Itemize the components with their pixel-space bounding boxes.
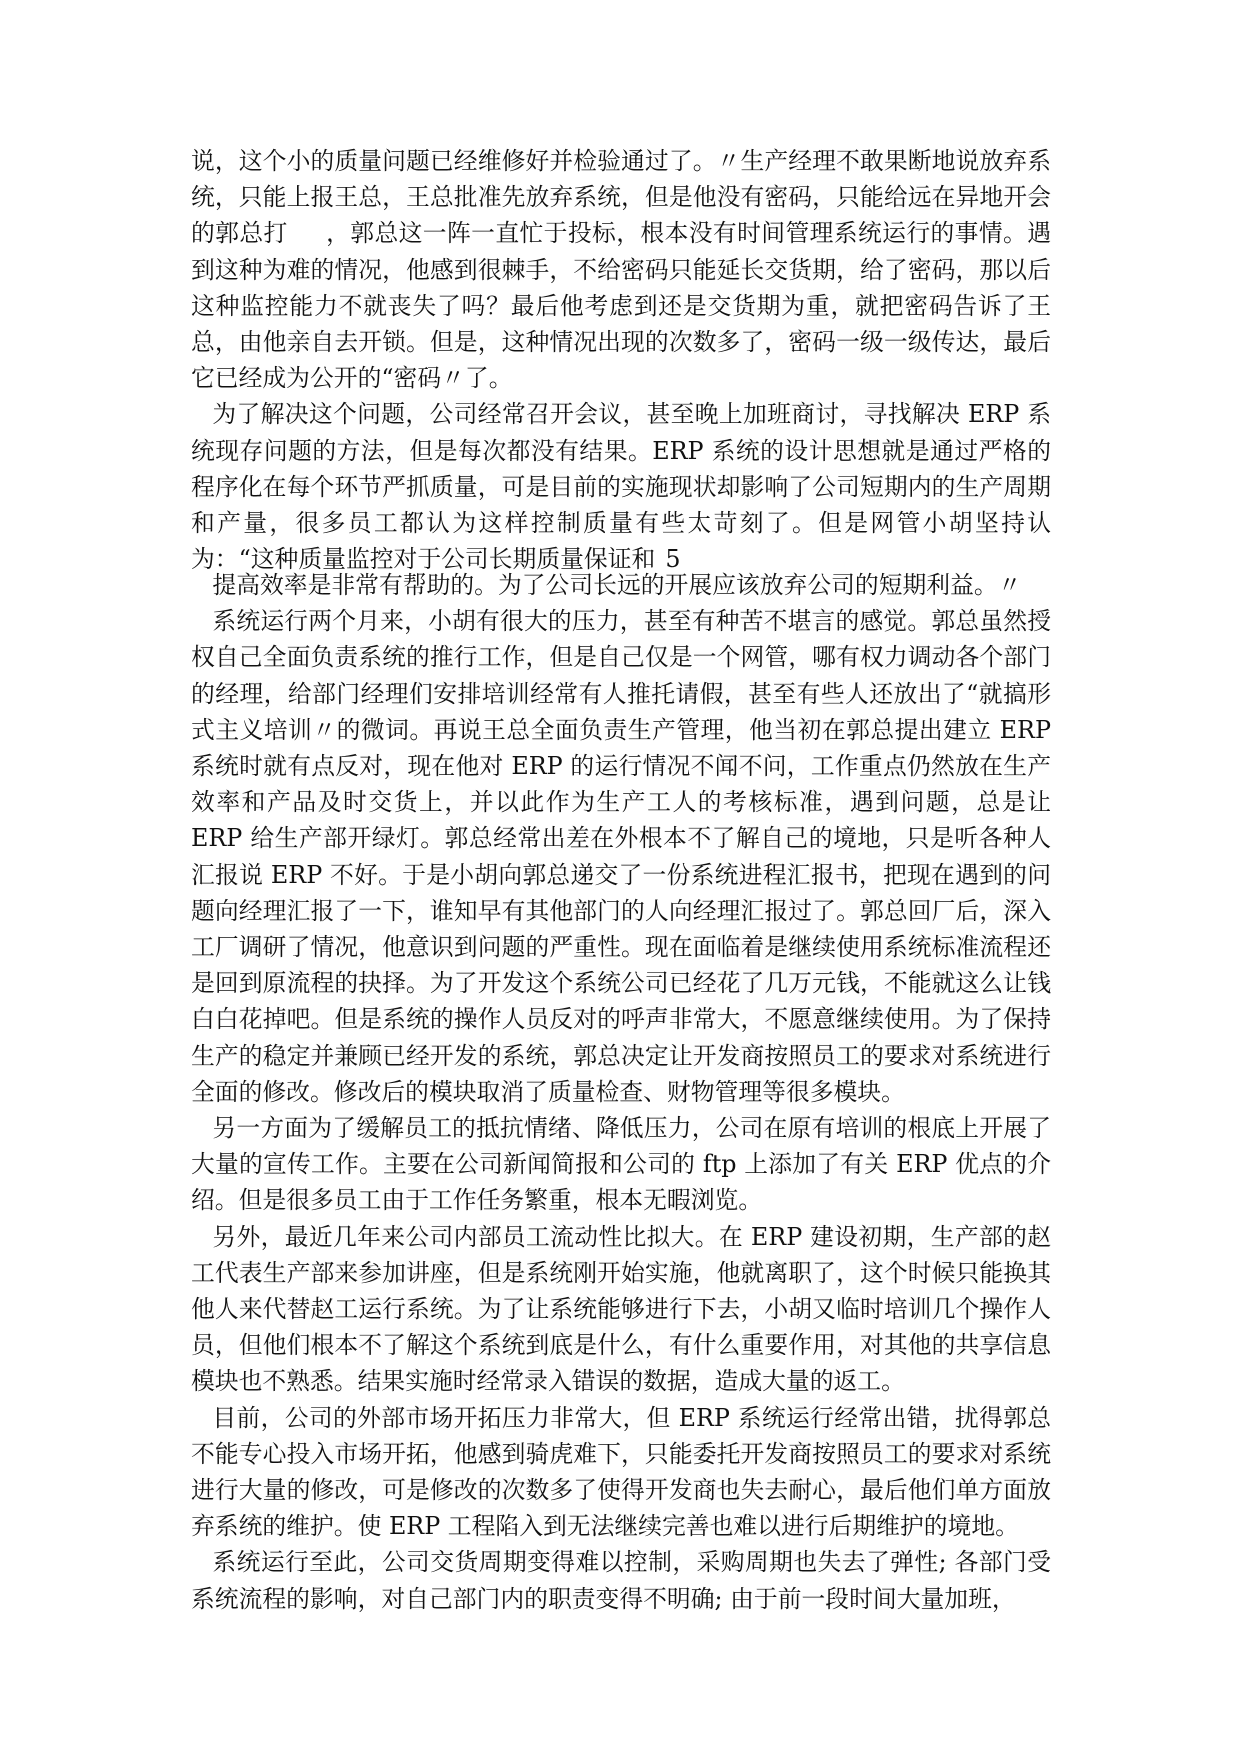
paragraph-1-part-a: 说，这个小的质量问题已经维修好并检验通过了。〃生产经理不敢果断地说放弃系统，只能上报王总，王总批准先放弃系统，但是他没有密码，只能给远在异地开会的郭总打: [191, 147, 1051, 248]
paragraph-1: [191, 143, 1051, 396]
paragraph-4: 系统运行两个月来，小胡有很大的压力，甚至有种苦不堪言的感觉。郭总虽然授权自己全面负责系统的推行工作，但是自己仅是一个网管，哪有权力调动各个部门的经理，给部门经理们安排培训经常有人推托请假，甚至有些人还放出了“就搞形式主义培训〃的微词。再说王总全面负责生产管理，他当初在郭总提出建立 ERP 系统时就有点反对，现在他对 ERP 的运行情况不闻不问，工作重点仍然放在生产效率和产品及时交货上，并以此作为生产工人的考核标准，遇到问题，总是让 ERP 给生产部开绿灯。郭总经常出差在外根本不了解自己的境地，只是听各种人汇报说 ERP 不好。于是小胡向郭总递交了一份系统进程汇报书，把现在遇到的问题向经理汇报了一下，谁知早有其他部门的人向经理汇报过了。郭总回厂后，深入工厂调研了情况，他意识到问题的严重性。现在面临着是继续使用系统标准流程还是回到原流程的抉择。为了开发这个系统公司已经花了几万元钱，不能就这么让钱白白花掉吧。但是系统的操作人员反对的呼声非常大，不愿意继续使用。为了保持生产的稳定并兼顾已经开发的系统，郭总决定让开发商按照员工的要求对系统进行全面的修改。修改后的模块取消了质量检查、财物管理等很多模块。: [191, 607, 1051, 1106]
paragraph-5: 另一方面为了缓解员工的抵抗情绪、降低压力，公司在原有培训的根底上开展了大量的宣传工作。主要在公司新闻简报和公司的 ftp 上添加了有关 ERP 优点的介绍。但是很多员工由于工作任务繁重，根本无暇浏览。: [191, 1114, 1051, 1215]
page-number: 5: [665, 545, 681, 574]
paragraph-8: 系统运行至此，公司交货周期变得难以控制，采购周期也失去了弹性; 各部门受系统流程的影响，对自己部门内的职责变得不明确; 由于前一段时间大量加班，: [191, 1548, 1051, 1613]
paragraph-7: 目前，公司的外部市场开拓压力非常大，但 ERP 系统运行经常出错，扰得郭总不能专心投入市场开拓，他感到骑虎难下，只能委托开发商按照员工的要求对系统进行大量的修改，可是修改的次数多了使得开发商也失去耐心，最后他们单方面放弃系统的维护。使 ERP 工程陷入到无法继续完善也难以进行后期维护的境地。: [191, 1403, 1051, 1541]
paragraph-6: 另外，最近几年来公司内部员工流动性比拟大。在 ERP 建设初期，生产部的赵工代表生产部来参加讲座，但是系统刚开始实施，他就离职了，这个时候只能换其他人来代替赵工运行系统。为了让系统能够进行下去，小胡又临时培训几个操作人员，但他们根本不了解这个系统到底是什么，有什么重要作用，对其他的共享信息模块也不熟悉。结果实施时经常录入错误的数据，造成大量的返工。: [191, 1222, 1051, 1396]
text-block-top: [191, 143, 1051, 577]
paragraph-2-text: 为了解决这个问题，公司经常召开会议，甚至晚上加班商讨，寻找解决 ERP 系统现存问题的方法，但是每次都没有结果。ERP 系统的设计思想就是通过严格的程序化在每个环节严抓质量，可是目前的实施现状却影响了公司短期内的生产周期和产量，很多员工都认为这样控制质量有些太苛刻了。但是网管小胡坚持认为：“这种质量监控对于公司长期质量保证和: [191, 400, 1051, 574]
paragraph-2: [191, 396, 1051, 577]
paragraph-1-part-b: ，郭总这一阵一直忙于投标，根本没有时间管理系统运行的事情。遇到这种为难的情况，他感到很棘手，不给密码只能延长交货期，给了密码，那以后这种监控能力不就丧失了吗？最后他考虑到还是交货期为重，就把密码告诉了王总，由他亲自去开锁。但是，这种情况出现的次数多了，密码一级一级传达，最后它已经成为公开的“密码〃了。: [191, 219, 1052, 393]
paragraph-3: 提高效率是非常有帮助的。为了公司长远的开展应该放弃公司的短期利益。〃: [212, 571, 1022, 599]
text-block-bottom: [191, 567, 1051, 1617]
